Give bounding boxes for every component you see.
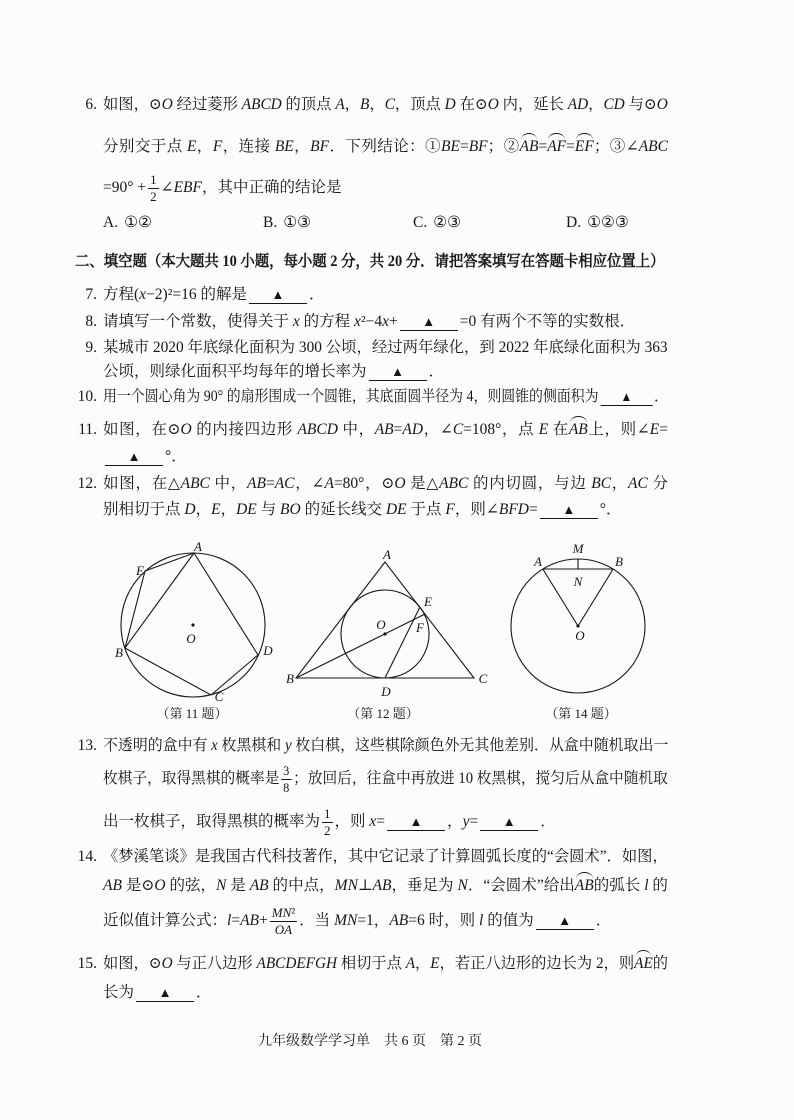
point-label: O [186, 631, 196, 646]
math-variable: ABC [638, 138, 668, 155]
arc-notation [569, 419, 588, 441]
math-variable: l [644, 877, 649, 894]
segment-bo [578, 569, 613, 626]
math-variable: D [184, 501, 196, 518]
question-text: 不透明的盒中有 x 枚黑棋和 y 枚白棋，这些棋除颜色外无其他差别．从盒中随机取出一 [103, 737, 669, 754]
segment-de [385, 607, 420, 678]
question-line [103, 735, 669, 757]
math-variable: AB [372, 877, 392, 894]
math-variable: A [324, 475, 334, 492]
question-line [103, 94, 668, 116]
math-variable: A [335, 96, 345, 113]
math-variable: A [405, 955, 416, 972]
question-text: ；③∠ABC [593, 138, 668, 155]
math-variable: MN [334, 911, 358, 929]
point-label: B [286, 671, 294, 686]
choice-option-label: B. [263, 214, 278, 231]
question-text: °． [165, 448, 187, 465]
answer-blank: ▲ [105, 448, 163, 466]
question-line [103, 419, 668, 441]
point-label: E [136, 563, 144, 578]
question-number: 6. [85, 96, 97, 113]
math-variable: C [452, 421, 464, 438]
question-line [103, 337, 668, 359]
math-variable: ABC [180, 475, 210, 492]
question-number: 13. [77, 737, 97, 754]
math-variable: BFD [498, 501, 530, 518]
question-text: ． [540, 812, 556, 830]
math-variable: x [211, 737, 218, 754]
math-variable: AB [389, 911, 409, 929]
fraction-denominator: 8 [283, 779, 290, 795]
question-text: 分别交于点 E，F，连接 BE，BF．下列结论：①BE=BF；② [103, 138, 520, 155]
question-line [103, 284, 668, 306]
math-variable: E [649, 421, 660, 438]
math-variable: y [284, 737, 292, 754]
point-label: A [534, 554, 542, 569]
answer-blank: ▲ [369, 363, 427, 381]
question-text: 的弧长 l 的 [593, 877, 668, 894]
question-line [103, 953, 669, 975]
question-text: °． [599, 501, 622, 518]
fraction-numerator: MN² [271, 904, 296, 920]
math-variable: ABCD [241, 96, 282, 113]
choice-option-label: D. [566, 214, 582, 231]
math-variable: x [382, 313, 389, 330]
choice-option-text: ①②③ [587, 214, 629, 231]
math-variable: AB [240, 911, 260, 929]
choice-option-label: C. [413, 214, 428, 231]
question-number: 8. [85, 313, 97, 330]
fraction-numerator: 1 [324, 805, 331, 821]
arc-notation [547, 136, 566, 158]
point-label: A [383, 547, 391, 562]
fraction-numerator: 3 [283, 762, 290, 778]
question-number: 15. [77, 955, 97, 972]
math-variable: O [180, 421, 192, 438]
math-variable: AB [249, 877, 269, 894]
math-variable: AD [402, 421, 424, 438]
math-variable: AC [274, 475, 295, 492]
answer-blank: ▲ [536, 912, 594, 930]
math-variable: O [656, 96, 668, 113]
math-variable: O [394, 475, 406, 492]
question-text: ；放回后，往盒中再放进 10 枚黑棋，搅匀后从盒中随机取 [293, 769, 668, 787]
math-variable: AB [247, 475, 266, 492]
question-number: 14. [77, 848, 97, 865]
math-variable: BC [591, 475, 612, 492]
answer-blank: ▲ [249, 286, 307, 304]
choice-option-label: A. [103, 214, 119, 231]
question-text: 某城市 2020 年底绿化面积为 300 公顷，经过两年绿化，到 2022 年底绿化面积为 363 [103, 339, 668, 356]
fraction-denominator: 2 [324, 822, 331, 838]
math-variable: AB [103, 877, 122, 894]
math-variable: AB [568, 421, 588, 438]
math-variable: AD [567, 96, 589, 113]
point-label: F [416, 620, 424, 635]
question-line [103, 173, 668, 204]
fraction [270, 906, 297, 937]
math-variable: x [354, 313, 361, 330]
point-label: B [115, 645, 123, 660]
choice-option-a [103, 212, 152, 234]
question-text: ． [196, 984, 212, 1001]
question-number: 11. [78, 421, 97, 438]
math-variable: AB [374, 421, 394, 438]
math-variable: x [369, 812, 377, 830]
segment-bo-extended [296, 614, 425, 678]
section-heading-fill-in: 二、填空题（本大题共 10 小题，每小题 2 分，共 20 分．请把答案填写在答题卡相应位置上） [75, 253, 665, 270]
math-variable: ABCD [297, 421, 338, 438]
question-line [103, 807, 668, 838]
math-variable: ABC [439, 475, 469, 492]
answer-blank: ▲ [480, 813, 538, 831]
math-variable: AB [519, 138, 539, 155]
math-variable: x [139, 286, 147, 303]
fraction-denominator [270, 922, 297, 937]
answer-blank: ▲ [387, 813, 445, 831]
question-text: 的 [652, 955, 669, 972]
math-variable: E [538, 421, 549, 438]
question-text: 上，则∠E= [587, 421, 668, 438]
point-label: O [376, 617, 386, 632]
question-text: ． [428, 363, 445, 380]
question-text: 《梦溪笔谈》是我国古代科技著作，其中它记录了计算圆弧长度的“会圆术”．如图， [103, 848, 668, 865]
point-label: E [424, 594, 432, 609]
answer-blank: ▲ [540, 501, 598, 519]
choice-option-text: ②③ [433, 214, 462, 231]
math-variable: AF [547, 138, 567, 155]
question-text: = [566, 138, 575, 155]
math-variable: F [212, 138, 223, 155]
question-text: 请填写一个常数，使得关于 x 的方程 x²−4x+ [103, 313, 398, 330]
question-number: 9. [85, 339, 97, 356]
arc-notation [575, 136, 594, 158]
figure-14 [511, 541, 645, 693]
math-variable: N [216, 877, 227, 894]
question-text: 长为 [103, 984, 135, 1001]
answer-blank: ▲ [136, 984, 194, 1002]
math-variable: B [360, 96, 370, 113]
math-variable: x [292, 313, 300, 330]
math-variable: DE [236, 501, 257, 518]
math-variable: BF [310, 138, 330, 155]
math-variable: AC [628, 475, 648, 492]
math-variable: AB [574, 877, 594, 894]
math-variable: O [161, 96, 173, 113]
figure-11 [115, 539, 273, 704]
point-label: A [194, 539, 202, 554]
choice-option-text: ①② [124, 214, 152, 231]
point-label: D [381, 684, 391, 699]
math-variable: O [161, 955, 173, 972]
question-line [103, 386, 669, 408]
math-variable: y [462, 812, 470, 830]
question-text: ，则 x= [334, 812, 386, 830]
question-line [103, 136, 668, 158]
math-variable: EF [574, 138, 594, 155]
question-line [103, 473, 668, 495]
question-text: = [538, 138, 548, 155]
point-label: N [573, 574, 583, 589]
question-text: AB 是⊙O 的弦，N 是 AB 的中点，MN⊥AB，垂足为 N．“会圆术”给出 [103, 877, 575, 894]
math-variable: C [384, 96, 395, 113]
math-variable: D [444, 96, 456, 113]
choice-option-d [566, 212, 629, 234]
math-variable: CD [603, 96, 625, 113]
math-variable: OA [274, 921, 293, 937]
arc-notation [634, 953, 653, 975]
question-text: 如图，在△ABC 中，AB=AC，∠A=80°，⊙O 是△ABC 的内切圆，与边 BC，AC 分 [103, 475, 668, 492]
math-variable: BO [280, 501, 301, 518]
math-variable: ABCDEFGH [256, 955, 338, 972]
question-text: 出一枚棋子，取得黑棋的概率为 [103, 812, 321, 830]
fraction [148, 173, 159, 204]
math-variable: BE [441, 138, 460, 155]
point-label: M [572, 541, 584, 556]
question-line [103, 846, 668, 868]
math-variable: MN [271, 904, 292, 920]
question-line [103, 446, 668, 468]
math-variable: F [445, 501, 455, 518]
quadrilateral-abcd [125, 553, 258, 695]
center-point [191, 623, 194, 626]
question-line [103, 875, 668, 897]
question-line [103, 361, 668, 383]
question-text: 如图，在⊙O 的内接四边形 ABCD 中，AB=AD，∠C=108°，点 E 在 [103, 421, 569, 438]
math-variable: BE [274, 138, 294, 155]
question-line [103, 982, 668, 1004]
point-label: D [263, 643, 273, 658]
question-text: ∠EBF，其中正确的结论是 [160, 178, 342, 196]
fraction [281, 764, 291, 795]
point-label: O [575, 628, 585, 643]
math-variable: l [227, 911, 232, 929]
math-variable: AE [634, 955, 653, 972]
math-variable: E [211, 501, 221, 518]
question-text: ，y= [447, 812, 479, 830]
math-variable: EBF [173, 178, 202, 196]
question-text: 别相切于点 D，E，DE 与 BO 的延长线交 DE 于点 F，则∠BFD= [103, 501, 538, 518]
math-variable: DE [385, 501, 407, 518]
question-text: ． [308, 286, 325, 303]
question-text: 用一个圆心角为 90° 的扇形围成一个圆锥，其底面圆半径为 4，则圆锥的侧面积为 [103, 388, 599, 405]
arc-notation [520, 136, 539, 158]
point-label: B [615, 554, 623, 569]
figure-caption-14: （第 14 题） [545, 706, 617, 721]
point-label: C [478, 671, 488, 686]
math-variable: l [479, 911, 484, 929]
figure-caption-11: （第 11 题） [156, 706, 228, 721]
fraction-numerator: 1 [150, 171, 157, 187]
question-text: 如图，⊙O 经过菱形 ABCD 的顶点 A，B，C，顶点 D 在⊙O 内，延长 AD，CD 与⊙O [103, 96, 668, 113]
fraction-denominator: 2 [150, 188, 157, 204]
question-text: ．当 MN=1，AB=6 时，则 l 的值为 [299, 911, 534, 929]
question-line [103, 906, 668, 937]
question-text: 方程(x−2)²=16 的解是 [103, 286, 247, 303]
choice-option-text: ①③ [283, 214, 312, 231]
math-variable: O [154, 877, 166, 894]
page-footer: 九年级数学学习单 共 6 页 第 2 页 [258, 1034, 482, 1049]
question-text: 枚棋子，取得黑棋的概率是 [103, 769, 280, 787]
math-variable: O [487, 96, 499, 113]
question-text: =0 有两个不等的实数根． [459, 313, 636, 330]
choice-option-b [263, 212, 311, 234]
question-text: ． [595, 911, 612, 929]
math-variable: BF [468, 138, 488, 155]
question-text: 如图，⊙O 与正八边形 ABCDEFGH 相切于点 A，E，若正八边形的边长为 2，则 [103, 955, 635, 972]
question-number: 10. [77, 388, 97, 405]
choice-option-c [413, 212, 461, 234]
question-line [103, 762, 668, 795]
question-number: 12. [77, 475, 97, 492]
figures-row [0, 530, 794, 710]
figure-caption-12: （第 12 题） [347, 706, 419, 721]
math-variable: N [457, 877, 468, 894]
question-number: 7. [85, 286, 97, 303]
question-text: =90° + [103, 178, 147, 196]
center-point [383, 632, 386, 635]
question-text: 近似值计算公式：l=AB+ [103, 911, 268, 929]
answer-blank: ▲ [600, 388, 652, 406]
fraction [322, 807, 333, 838]
math-variable: E [186, 138, 197, 155]
question-line [103, 311, 668, 333]
point-label: C [214, 689, 224, 704]
figure-12 [286, 547, 488, 699]
question-line [103, 499, 668, 521]
math-variable: MN [334, 877, 358, 894]
arc-notation [575, 875, 594, 897]
question-text: ． [654, 388, 669, 405]
question-text: 公顷，则绿化面积平均每年的增长率为 [103, 363, 367, 380]
answer-blank: ▲ [400, 313, 458, 331]
math-variable: E [430, 955, 440, 972]
